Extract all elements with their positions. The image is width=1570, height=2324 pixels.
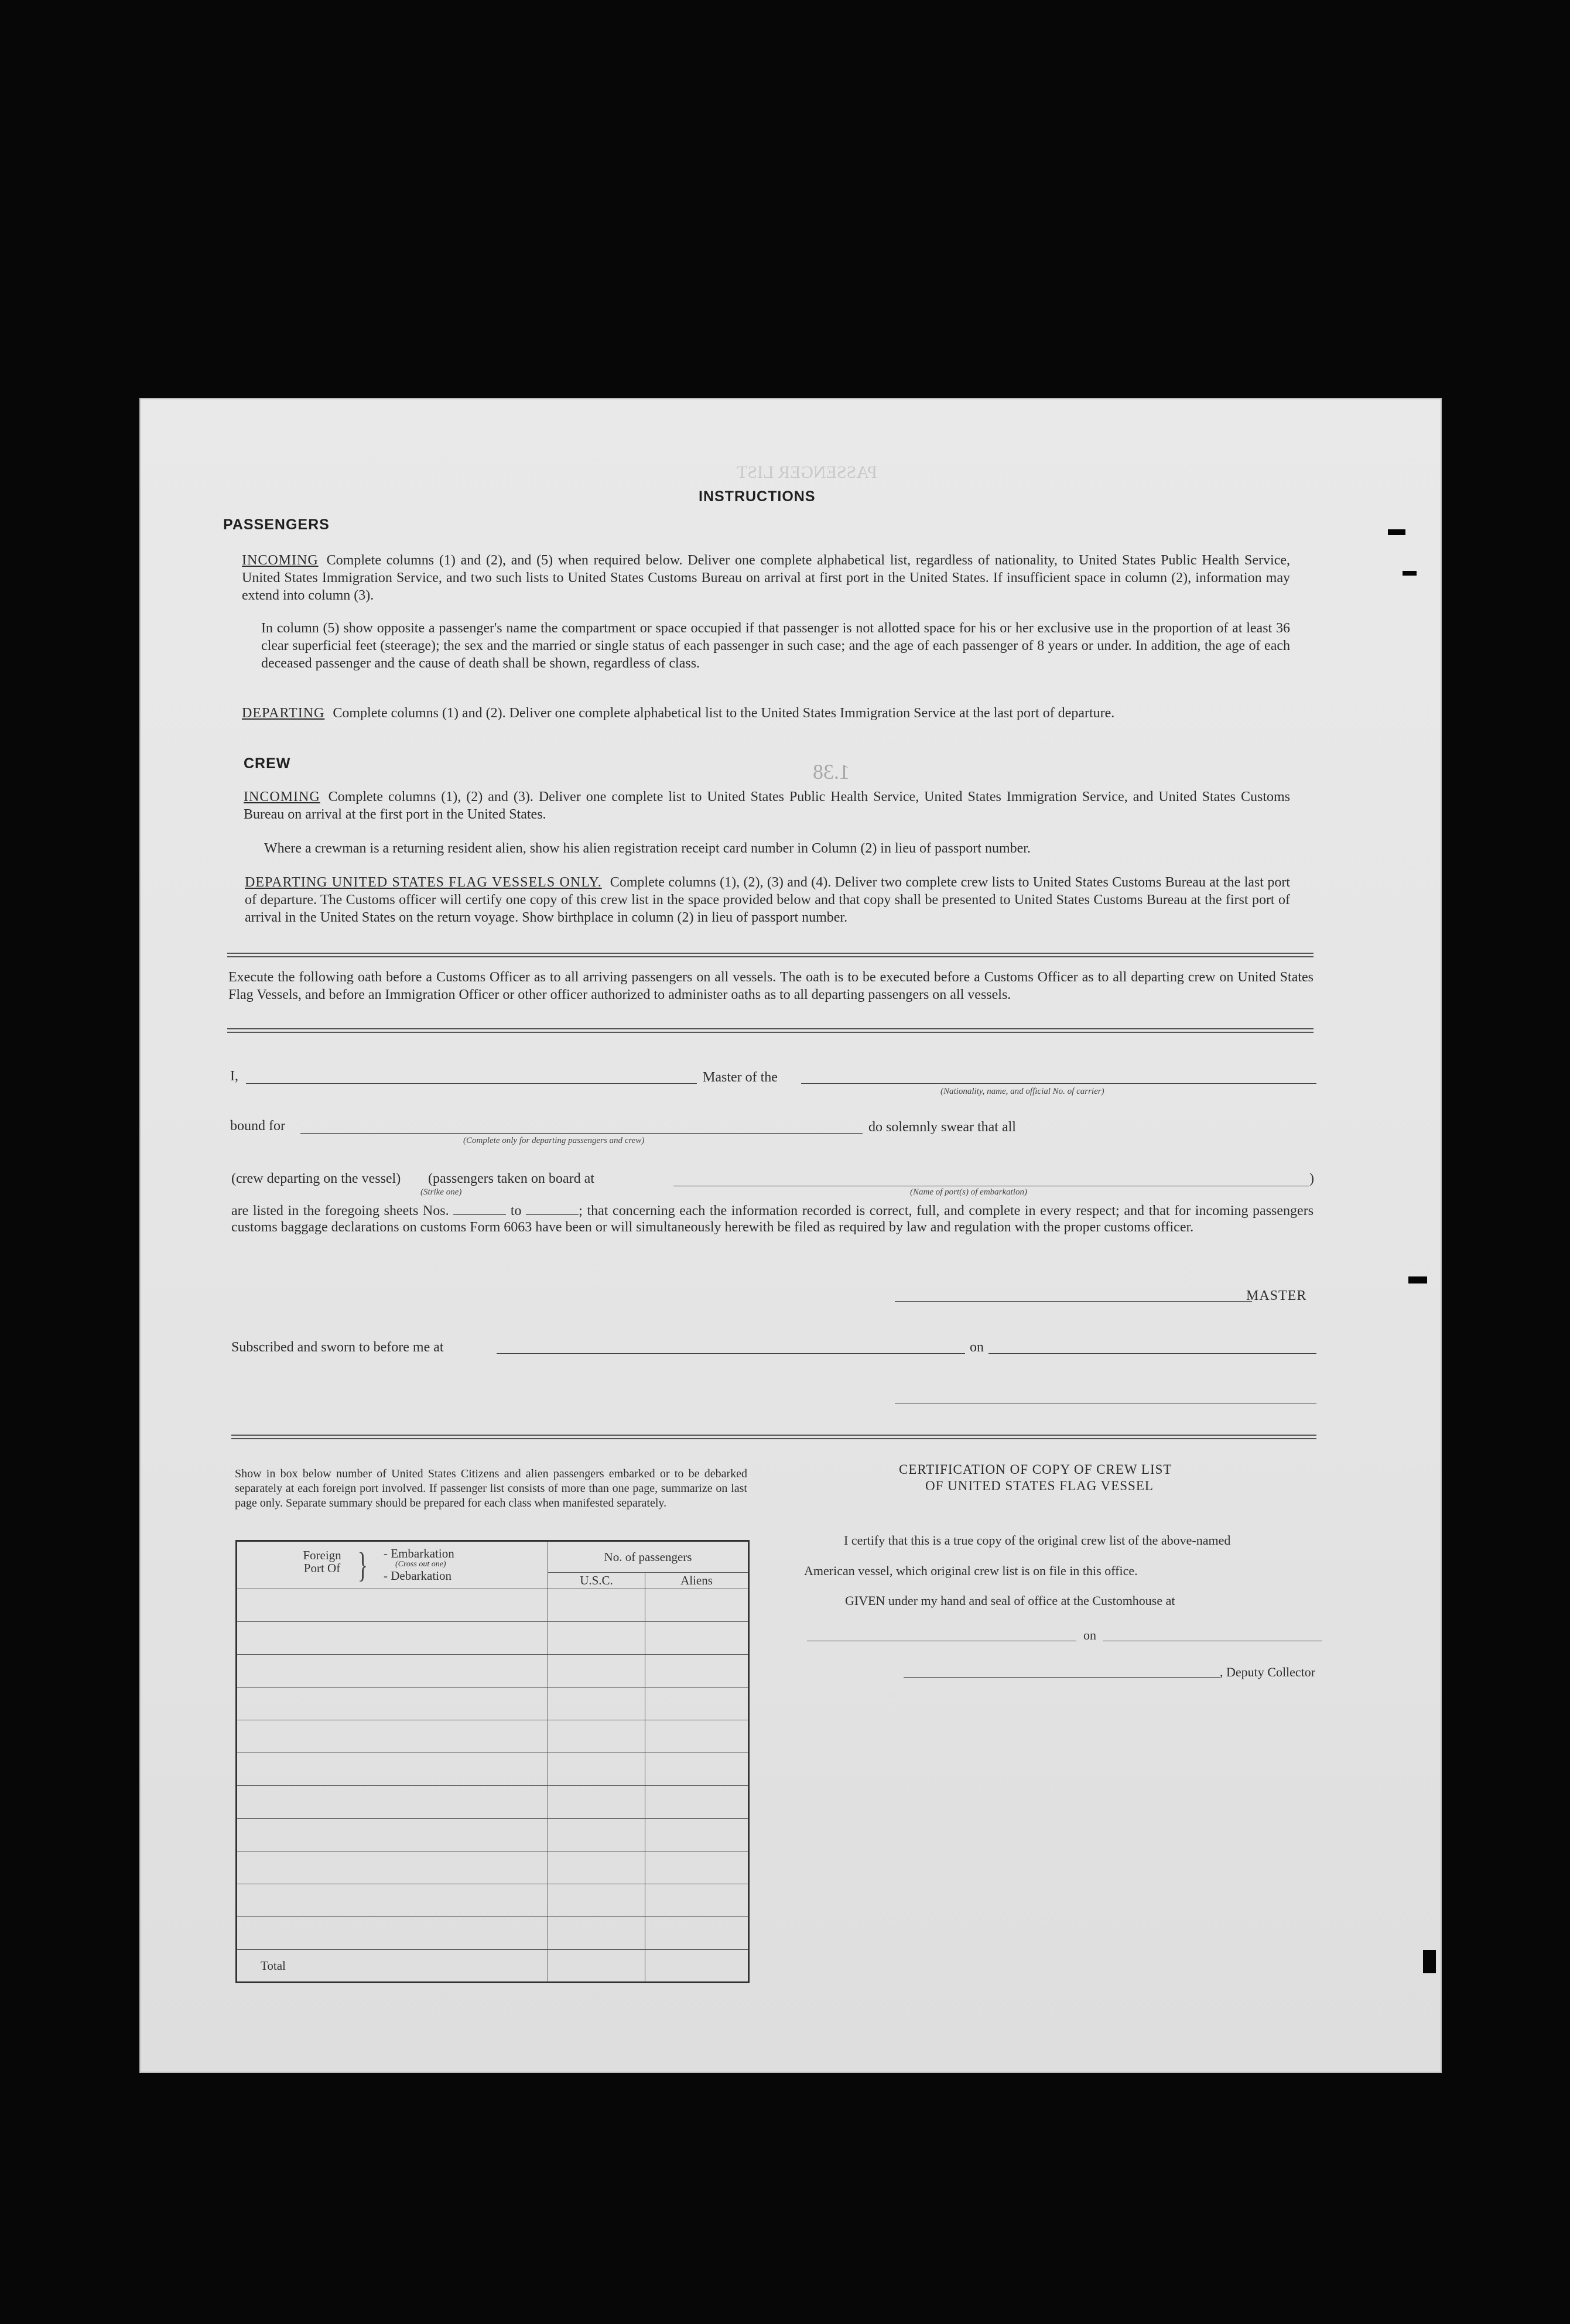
brace-glyph: } (357, 1546, 368, 1584)
oath-intro: Execute the following oath before a Customs Officer as to all arriving passengers on all vessels. The oath is to be executed before a Customs Officer as to all departing crew on United States Flag Vessels, and before an Immigration Officer or other officer authorized to administer oaths as to all departing passengers on all vessels. (228, 970, 1314, 1002)
summary-row (237, 1884, 749, 1917)
scan-edge-mark (1423, 1950, 1436, 1973)
deputy-signature-field[interactable] (904, 1677, 1220, 1678)
document-page (139, 398, 1442, 2073)
master-of-label: Master of the (703, 1070, 778, 1085)
usc-cell[interactable] (548, 1655, 645, 1688)
given-text: GIVEN under my hand and seal of office at the Customhouse at (845, 1593, 1175, 1608)
summary-row (237, 1753, 749, 1786)
port-cell[interactable] (237, 1851, 548, 1884)
crew-departing-text: Complete columns (1), (2), (3) and (4). Deliver two complete crew lists to United States Customs Bureau at the last port of departure. The Customs officer will certify one copy of this crew list in the space provided below and that copy shall be presented to United States Customs Bureau at the first port of arrival in the United States on the return voyage. Show birthplace in column (2) in lieu of passport number. (245, 875, 1291, 925)
scan-edge-mark (1388, 529, 1405, 535)
embarkation-label[interactable]: - Embarkation (384, 1546, 454, 1560)
deputy-collector-label: , Deputy Collector (1220, 1665, 1316, 1679)
aliens-header: Aliens (645, 1573, 749, 1589)
usc-cell[interactable] (548, 1851, 645, 1884)
summary-row (237, 1688, 749, 1720)
certify-line-2: American vessel, which original crew list is on file in this office. (804, 1563, 1138, 1578)
total-usc-cell[interactable] (548, 1950, 645, 1983)
crew-departing-label: DEPARTING UNITED STATES FLAG VESSELS ONLY. (245, 875, 602, 890)
summary-row (237, 1917, 749, 1950)
divider-oath-bottom (227, 1032, 1314, 1033)
port-cell[interactable] (237, 1688, 548, 1720)
passengers-taken-option: (passengers taken on board at (428, 1171, 594, 1186)
summary-row (237, 1720, 749, 1753)
passengers-heading: PASSENGERS (223, 516, 330, 533)
aliens-cell[interactable] (645, 1622, 749, 1655)
usc-cell[interactable] (548, 1819, 645, 1851)
port-header-cell (237, 1541, 548, 1589)
ports-caption: (Name of port(s) of embarkation) (910, 1187, 1027, 1197)
sworn-place-field[interactable] (497, 1353, 965, 1354)
usc-header: U.S.C. (548, 1573, 645, 1589)
passengers-incoming-label: INCOMING (242, 553, 319, 568)
cert-on-label: on (1083, 1628, 1096, 1642)
crew-departing (245, 874, 1290, 926)
crew-incoming-text: Complete columns (1), (2) and (3). Deliver one complete list to United States Public Health Service, United States Immigration Service, and United States Customs Bureau on arrival at the first port in the United States. (244, 789, 1290, 822)
crew-incoming-label: INCOMING (244, 789, 320, 805)
summary-row (237, 1655, 749, 1688)
certification-title-1: CERTIFICATION OF COPY OF CREW LIST (899, 1462, 1172, 1477)
cross-out-caption: (Cross out one) (395, 1560, 446, 1569)
bound-for-field[interactable] (300, 1133, 863, 1134)
bleed-through-number: 1.38 (813, 760, 850, 783)
debarkation-label[interactable]: - Debarkation (384, 1569, 452, 1583)
summary-rows (237, 1589, 749, 1950)
passengers-departing-text: Complete columns (1) and (2). Deliver one complete alphabetical list to the United States Immigration Service at the last port of departure. (333, 706, 1115, 721)
summary-row (237, 1589, 749, 1622)
passengers-departing (242, 704, 1290, 722)
no-passengers-header: No. of passengers (548, 1541, 749, 1573)
aliens-cell[interactable] (645, 1655, 749, 1688)
aliens-cell[interactable] (645, 1786, 749, 1819)
port-cell[interactable] (237, 1622, 548, 1655)
crew-heading: CREW (244, 755, 291, 772)
oath-listed-text: are listed in the foregoing sheets Nos. to ; that concerning each the information recorded is correct, full, and complete in every respect; and that for incoming passengers customs baggage declarations on customs Form 6063 have been or will simultaneously herewith be filed as required by law and regulation with the proper customs officer. (231, 1203, 1314, 1235)
passengers-column5: In column (5) show opposite a passenger's name the compartment or space occupied if that passenger is not allotted space for his or her exclusive use in the proportion of at least 36 clear superficial feet (steerage); the sex and the married or single status of each passenger in such case; and the age of each passenger of 8 years or under. In addition, the age of each deceased passenger and the cause of death shall be shown, regardless of class. (261, 621, 1290, 671)
passengers-incoming-text: Complete columns (1) and (2), and (5) when required below. Deliver one complete alphabetical list, regardless of nationality, to United States Public Health Service, United States Immigration Service, and two such lists to United States Customs Bureau on arrival at first port in the United States. If insufficient space in column (2), information may extend into column (3). (242, 553, 1290, 603)
summary-row (237, 1851, 749, 1884)
divider-lower-top (231, 1435, 1316, 1436)
oath-i-label: I, (230, 1069, 238, 1084)
divider-double-top (227, 953, 1314, 954)
usc-cell[interactable] (548, 1917, 645, 1950)
scan-edge-mark (1403, 571, 1417, 576)
divider-lower-bottom (231, 1438, 1316, 1439)
aliens-cell[interactable] (645, 1688, 749, 1720)
scan-edge-mark (1408, 1276, 1427, 1283)
aliens-cell[interactable] (645, 1753, 749, 1786)
carrier-field[interactable] (801, 1083, 1316, 1084)
bleed-through-heading: PASSENGER LIST (737, 463, 877, 482)
instructions-title: INSTRUCTIONS (699, 488, 816, 505)
crew-departing-option: (crew departing on the vessel) (231, 1171, 401, 1186)
aliens-cell[interactable] (645, 1720, 749, 1753)
aliens-cell[interactable] (645, 1819, 749, 1851)
port-cell[interactable] (237, 1720, 548, 1753)
port-cell[interactable] (237, 1589, 548, 1622)
aliens-cell[interactable] (645, 1917, 749, 1950)
master-signature-label: MASTER (1246, 1288, 1307, 1303)
foreign-port-label: Foreign Port Of (303, 1548, 341, 1575)
usc-cell[interactable] (548, 1753, 645, 1786)
close-paren: ) (1309, 1171, 1314, 1186)
sworn-on-label: on (970, 1340, 984, 1355)
total-label: Total (237, 1950, 548, 1983)
passenger-summary-table (235, 1540, 750, 1983)
passengers-incoming (242, 552, 1290, 604)
master-signature-field[interactable] (895, 1301, 1252, 1302)
certification-title-2: OF UNITED STATES FLAG VESSEL (925, 1478, 1154, 1493)
usc-cell[interactable] (548, 1622, 645, 1655)
total-aliens-cell[interactable] (645, 1950, 749, 1983)
summary-row (237, 1622, 749, 1655)
aliens-cell[interactable] (645, 1851, 749, 1884)
bound-for-caption: (Complete only for departing passengers and crew) (463, 1136, 645, 1145)
certify-line-1: I certify that this is a true copy of the original crew list of the above-named (844, 1533, 1231, 1548)
port-cell[interactable] (237, 1917, 548, 1950)
swear-label: do solemnly swear that all (868, 1120, 1016, 1135)
sheet-from-field[interactable] (453, 1203, 506, 1215)
passengers-departing-label: DEPARTING (242, 706, 325, 721)
subscribed-label: Subscribed and sworn to before me at (231, 1340, 444, 1355)
usc-cell[interactable] (548, 1786, 645, 1819)
usc-cell[interactable] (548, 1720, 645, 1753)
port-cell[interactable] (237, 1819, 548, 1851)
sheet-to-field[interactable] (526, 1203, 579, 1215)
carrier-caption: (Nationality, name, and official No. of carrier) (940, 1087, 1104, 1096)
usc-cell[interactable] (548, 1688, 645, 1720)
bound-for-label: bound for (230, 1118, 285, 1134)
crew-resident-note: Where a crewman is a returning resident alien, show his alien registration receipt card number in Column (2) in lieu of passport number. (264, 841, 1031, 856)
usc-cell[interactable] (548, 1884, 645, 1917)
port-cell[interactable] (237, 1753, 548, 1786)
strike-one-caption: (Strike one) (420, 1187, 462, 1197)
summary-row (237, 1819, 749, 1851)
usc-cell[interactable] (548, 1589, 645, 1622)
port-cell[interactable] (237, 1884, 548, 1917)
crew-incoming (244, 788, 1290, 823)
divider-double-bottom (227, 956, 1314, 957)
port-cell[interactable] (237, 1655, 548, 1688)
aliens-cell[interactable] (645, 1589, 749, 1622)
aliens-cell[interactable] (645, 1884, 749, 1917)
summary-intro: Show in box below number of United States Citizens and alien passengers embarked or to be debarked separately at each foreign port involved. If passenger list consists of more than one page, summarize on last page only. Separate summary should be prepared for each class when manifested separately. (235, 1467, 747, 1510)
divider-oath-top (227, 1028, 1314, 1029)
summary-row (237, 1786, 749, 1819)
master-name-field[interactable] (246, 1083, 697, 1084)
sworn-date-field[interactable] (988, 1353, 1316, 1354)
port-cell[interactable] (237, 1786, 548, 1819)
